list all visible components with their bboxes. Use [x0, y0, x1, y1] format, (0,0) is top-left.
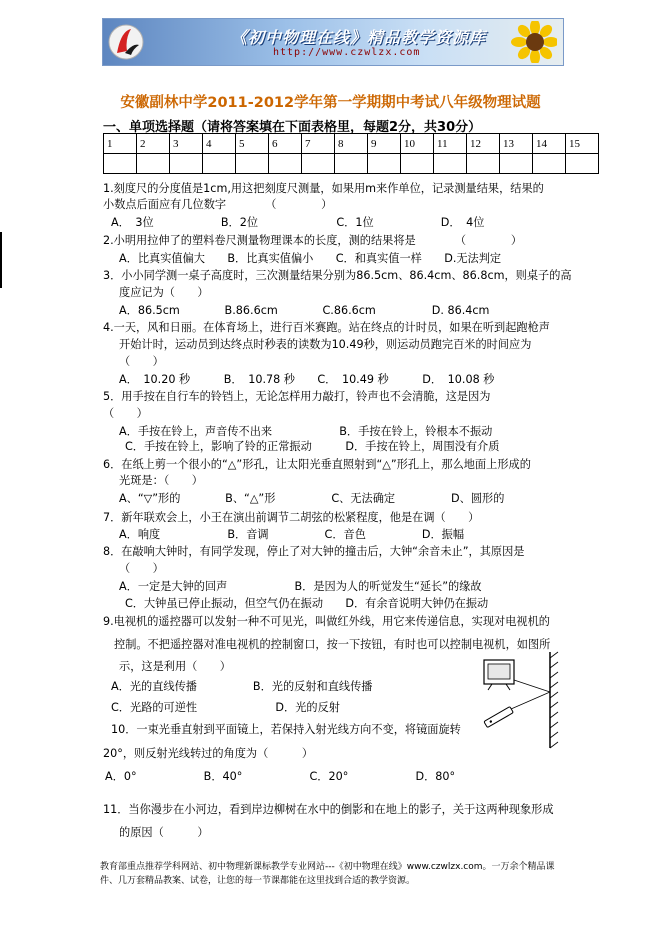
answer-input-cell[interactable] — [500, 154, 533, 174]
question-line: 4.一天，风和日丽。在体育场上，进行百米赛跑。站在终点的计时员，如果在听到起跑枪声 — [103, 321, 550, 334]
page-footer: 教育部重点推荐学科网站、初中物理新课标教学专业网站---《初中物理在线》www.czwlzx.com。一万余个精品课件、几万套精品教案、试卷，让您的每一节课都能在这里找到合适的教学资源。 — [100, 862, 555, 886]
question-line: C．大钟虽已停止振动，但空气仍在振动 D．有余音说明大钟仍在振动 — [125, 597, 489, 610]
answer-input-cell[interactable] — [335, 154, 368, 174]
question-line: 的原因（ ） — [119, 826, 209, 839]
section-heading: 一、单项选择题（请将答案填在下面表格里，每题2分，共30分） — [103, 120, 482, 135]
question-line: 2.小明用拉伸了的塑料卷尺测量物理课本的长度，测的结果将是 （ ） — [103, 234, 523, 247]
question-line: 6．在纸上剪一个很小的“△”形孔，让太阳光垂直照射到“△”形孔上，那么地面上形成的 — [103, 458, 531, 471]
wall-hatch — [550, 652, 558, 748]
question-line: A．比真实值偏大 B．比真实值偏小 C．和真实值一样 D.无法判定 — [119, 252, 502, 265]
answer-input-cell[interactable] — [368, 154, 401, 174]
question-line: A．手按在铃上，声音传不出来 B．手按在铃上，铃根本不振动 — [119, 425, 493, 438]
answer-input-cell[interactable] — [467, 154, 500, 174]
answer-number-cell: 6 — [269, 134, 302, 154]
answer-number-cell: 3 — [170, 134, 203, 154]
banner-title: 《初中物理在线》精品教学资源库 — [231, 28, 487, 47]
question-line: （ ） — [103, 407, 148, 420]
question-line: 光斑是：（ ） — [119, 474, 203, 487]
answer-number-cell: 14 — [533, 134, 566, 154]
answer-number-cell: 5 — [236, 134, 269, 154]
answer-input-cell[interactable] — [401, 154, 434, 174]
answer-input-cell[interactable] — [566, 154, 599, 174]
question-line: C．手按在铃上，影响了铃的正常振动 D．手按在铃上，周围没有介质 — [125, 440, 500, 453]
answer-number-cell: 7 — [302, 134, 335, 154]
answer-number-cell: 13 — [500, 134, 533, 154]
answer-number-cell: 4 — [203, 134, 236, 154]
question-line: C．光路的可逆性 D．光的反射 — [111, 701, 340, 714]
question-line: A．光的直线传播 B．光的反射和直线传播 — [111, 680, 373, 693]
question-line: A．86.5cm B.86.6cm C.86.6cm D. 86.4cm — [119, 304, 490, 317]
question-line: 小数点后面应有几位数字 （ ） — [103, 198, 333, 211]
question-line: 9.电视机的遥控器可以发射一种不可见光，叫做红外线，用它来传递信息，实现对电视机的 — [103, 615, 550, 628]
answer-input-cell[interactable] — [434, 154, 467, 174]
answer-input-cell[interactable] — [203, 154, 236, 174]
exam-title: 安徽副林中学2011-2012学年第一学期期中考试八年级物理试题 — [120, 95, 541, 111]
answer-number-cell: 8 — [335, 134, 368, 154]
question-line: （ ） — [119, 355, 164, 368]
answer-number-cell: 10 — [401, 134, 434, 154]
question-line: 5．用手按在自行车的铃铛上，无论怎样用力敲打，铃声也不会清脆，这是因为 — [103, 390, 491, 403]
question-line: 度应记为（ ） — [119, 286, 209, 299]
remote-control-icon — [484, 707, 513, 728]
question-line: （ ） — [119, 562, 164, 575]
answer-input-cell[interactable] — [533, 154, 566, 174]
question-line: 7．新年联欢会上，小王在演出前调节二胡弦的松紧程度，他是在调（ ） — [103, 511, 480, 524]
question-line: A．0° B．40° C．20° D．80° — [105, 770, 456, 783]
answer-input-cell[interactable] — [170, 154, 203, 174]
answer-input-cell[interactable] — [236, 154, 269, 174]
answer-table — [103, 133, 599, 174]
site-logo — [107, 23, 145, 61]
answer-number-cell: 2 — [137, 134, 170, 154]
question-line: 1.刻度尺的分度值是1cm,用这把刻度尺测量，如果用m来作单位，记录测量结果，结果的 — [103, 182, 544, 195]
question-line: 11．当你漫步在小河边，看到岸边柳树在水中的倒影和在地上的影子，关于这两种现象形成 — [103, 803, 554, 816]
answer-number-cell: 11 — [434, 134, 467, 154]
banner-url[interactable]: http://www.czwlzx.com — [273, 47, 421, 58]
tv-icon — [484, 660, 514, 690]
question-line: 控制。不把遥控器对准电视机的控制窗口，按一下按钮，有时也可以控制电视机，如图所 — [114, 638, 551, 651]
answer-number-cell: 15 — [566, 134, 599, 154]
question-line: 10．一束光垂直射到平面镜上，若保持入射光线方向不变，将镜面旋转 — [111, 723, 461, 736]
answer-input-cell[interactable] — [302, 154, 335, 174]
question-line: A、“▽”形的 B、“△”形 C、无法确定 D、圆形的 — [119, 492, 505, 505]
answer-input-cell[interactable] — [269, 154, 302, 174]
tv-remote-figure — [478, 650, 560, 750]
question-line: A． 3位 B．2位 C．1位 D． 4位 — [111, 216, 485, 229]
answer-input-cell[interactable] — [137, 154, 170, 174]
question-line: A． 10.20 秒 B． 10.78 秒 C． 10.49 秒 D． 10.08 秒 — [119, 373, 495, 386]
question-line: 3．小小同学测一桌子高度时，三次测量结果分别为86.5cm、86.4cm、86.8cm，则桌子的高 — [103, 269, 572, 282]
answer-number-cell: 1 — [104, 134, 137, 154]
margin-bar — [0, 232, 2, 288]
question-line: 开始计时，运动员到达终点时秒表的读数为10.49秒，则运动员跑完百米的时间应为 — [119, 338, 532, 351]
question-line: 示，这是利用（ ） — [119, 660, 231, 673]
answer-input-cell[interactable] — [104, 154, 137, 174]
question-line: A．响度 B．音调 C．音色 D．振幅 — [119, 528, 465, 541]
question-line: A．一定是大钟的回声 B．是因为人的听觉发生“延长”的缘故 — [119, 580, 482, 593]
question-line: 8．在敲响大钟时，有同学发现，停止了对大钟的撞击后，大钟“余音未止”，其原因是 — [103, 545, 525, 558]
header-banner — [102, 18, 564, 66]
answer-number-cell: 12 — [467, 134, 500, 154]
question-line: 20°，则反射光线转过的角度为（ ） — [103, 747, 314, 760]
answer-number-cell: 9 — [368, 134, 401, 154]
sunflower-icon — [505, 21, 557, 63]
